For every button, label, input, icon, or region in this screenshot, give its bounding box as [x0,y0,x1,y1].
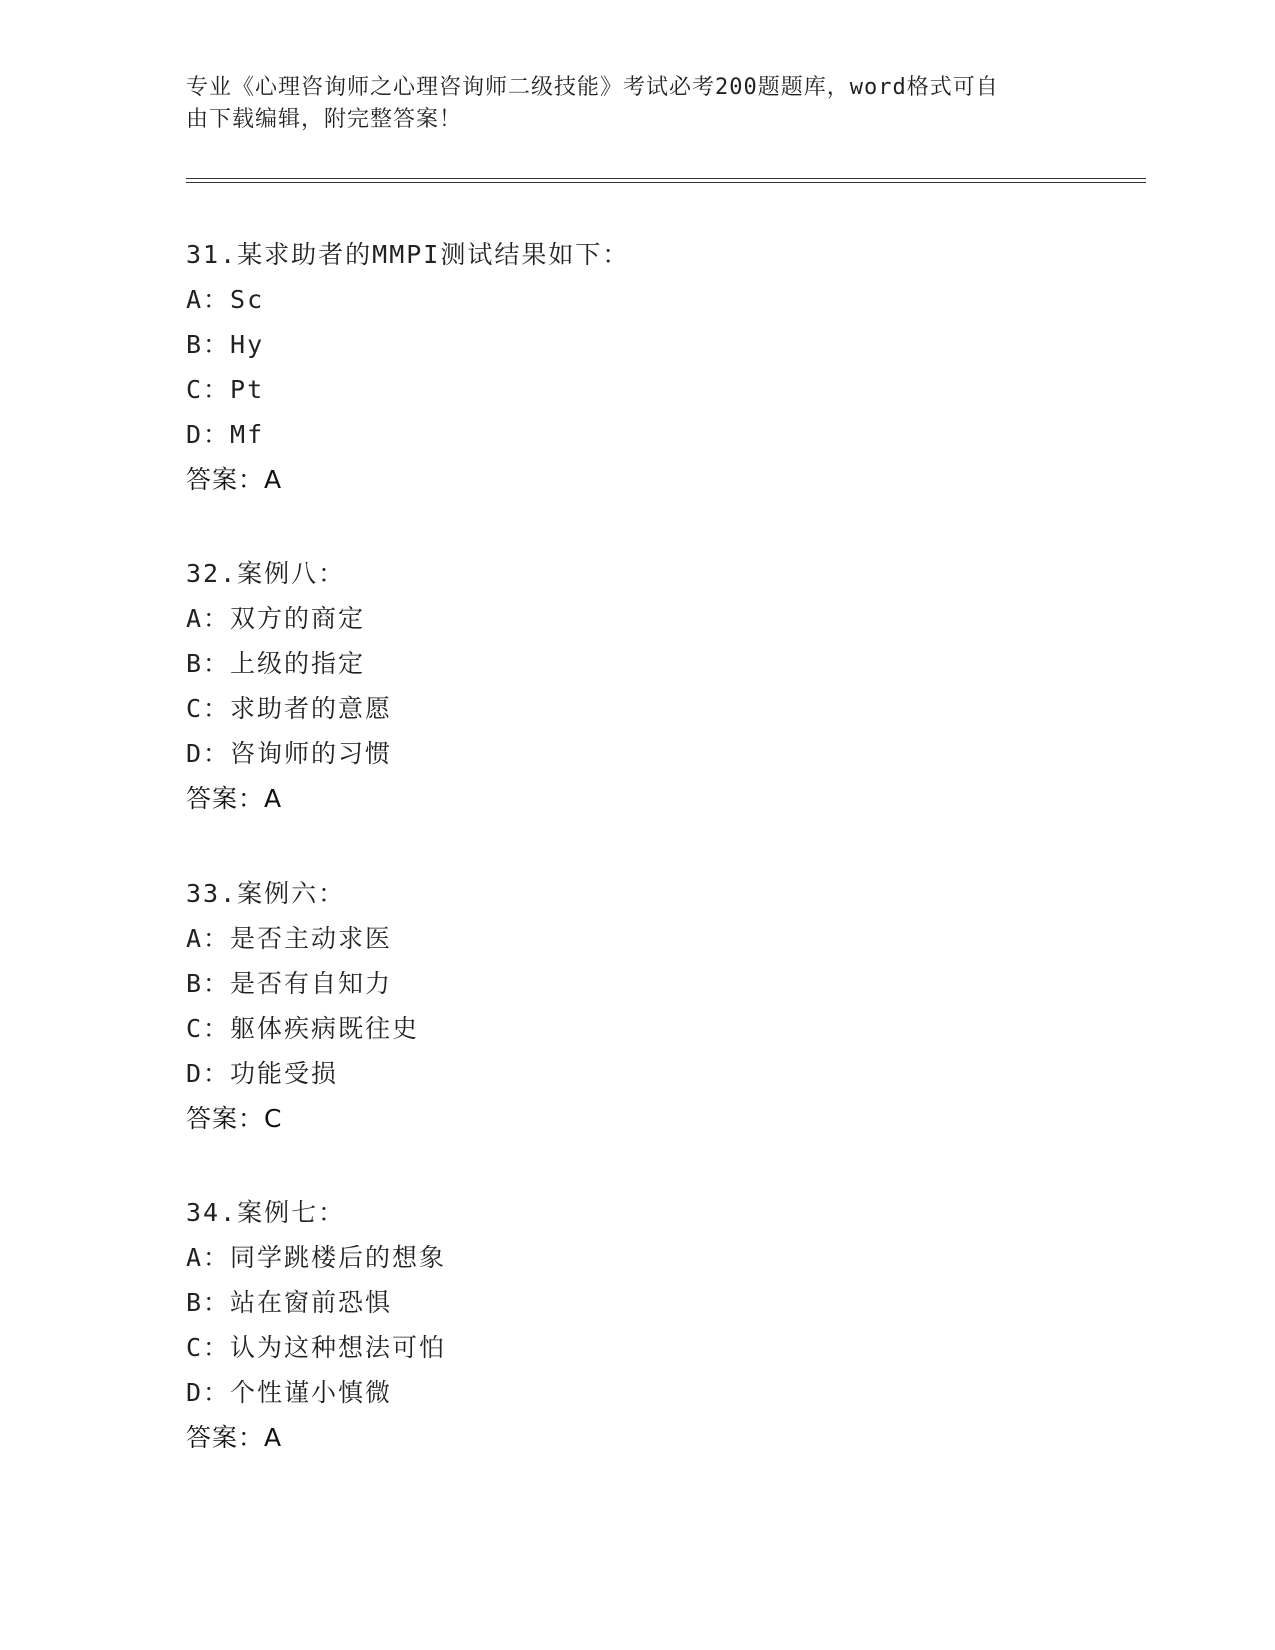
header-divider-bottom [186,182,1146,183]
option-c: C：躯体疾病既往史 [186,1014,420,1043]
document-header [186,72,1086,136]
option-b: B：上级的指定 [186,649,366,678]
option-a: A：是否主动求医 [186,924,393,953]
answer-line: 答案：A [186,465,283,494]
option-c: C：Pt [186,375,265,404]
option-d: D：Mf [186,420,265,449]
question-stem: 32.案例八： [186,559,346,588]
question-stem: 34.案例七： [186,1198,346,1227]
answer-line: 答案：A [186,1423,283,1452]
question-33 [186,871,1086,1141]
question-32 [186,551,1086,821]
option-a: A：Sc [186,285,265,314]
question-31 [186,232,1086,502]
option-a: A：双方的商定 [186,604,366,633]
header-line-2: 由下载编辑，附完整答案！ [186,107,463,132]
answer-line: 答案：C [186,1104,283,1133]
question-stem: 33.案例六： [186,879,346,908]
question-34 [186,1190,1086,1460]
question-stem: 31.某求助者的MMPI测试结果如下： [186,240,630,269]
option-c: C：求助者的意愿 [186,694,393,723]
option-d: D：咨询师的习惯 [186,739,393,768]
option-b: B：站在窗前恐惧 [186,1288,393,1317]
option-d: D：功能受损 [186,1059,339,1088]
option-d: D：个性谨小慎微 [186,1378,393,1407]
header-divider-top [186,178,1146,179]
option-b: B：Hy [186,330,265,359]
option-c: C：认为这种想法可怕 [186,1333,447,1362]
option-a: A：同学跳楼后的想象 [186,1243,447,1272]
header-line-1: 专业《心理咨询师之心理咨询师二级技能》考试必考200题题库，word格式可自 [186,75,999,100]
answer-line: 答案：A [186,784,283,813]
option-b: B：是否有自知力 [186,969,393,998]
